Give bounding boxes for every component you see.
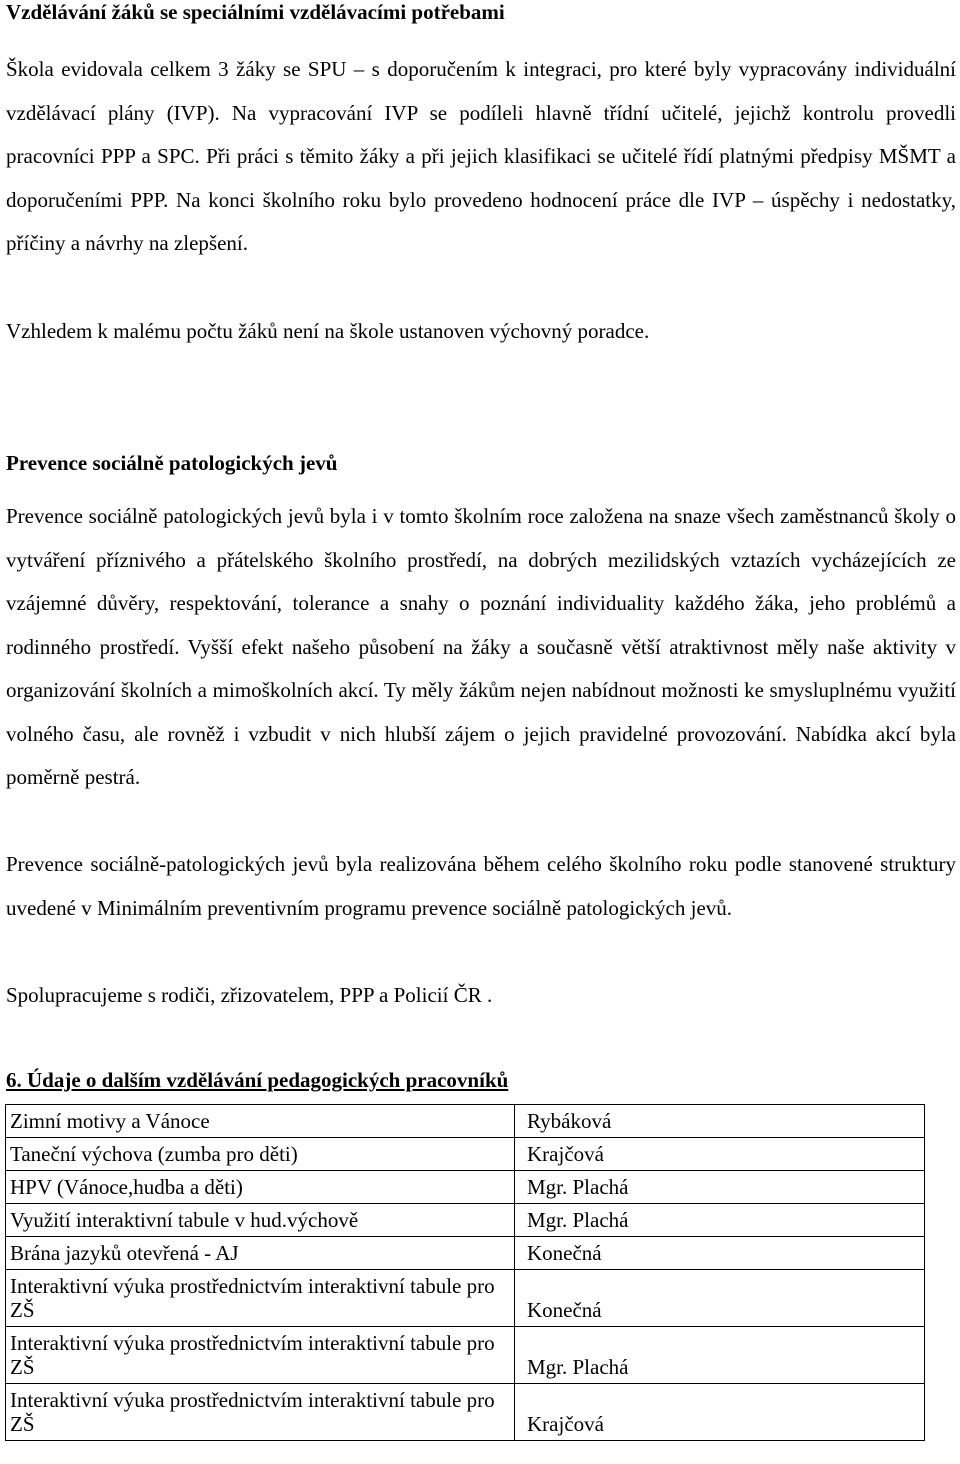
teacher-name: Konečná <box>515 1270 925 1327</box>
table-row <box>6 1105 925 1138</box>
course-name: Zimní motivy a Vánoce <box>6 1105 515 1138</box>
course-name: Brána jazyků otevřená - AJ <box>6 1237 515 1270</box>
paragraph-prevention-program: Prevence sociálně-patologických jevů byla realizována během celého školního roku podle stanovené struktury uvedené v Minimálním preventivním programu prevence sociálně patologických jevů. <box>6 852 956 920</box>
paragraph-prevention-main: Prevence sociálně patologických jevů byla i v tomto školním roce založena na snaze všech zaměstnanců školy o vytváření příznivého a přátelského školního prostředí, na dobrých mezilidských vztazích vycházejících ze vzájemné důvěry, respektování, tolerance a snahy o poznání individuality každého žáka, jeho problémů a rodinného prostředí. Vyšší efekt našeho působení na žáky a současně větší atraktivnost měly naše aktivity v organizování školních a mimoškolních akcí. Ty měly žákům nejen nabídnout možnosti ke smysluplnému využití volného času, ale rovněž i vzbudit v nich hlubší zájem o jejich pravidelné provozování. Nabídka akcí byla poměrně pestrá. <box>6 504 956 789</box>
teacher-name: Mgr. Plachá <box>515 1171 925 1204</box>
heading-special-needs: Vzdělávání žáků se speciálními vzdělávacími potřebami <box>6 0 505 24</box>
paragraph-counselor: Vzhledem k malému počtu žáků není na škole ustanoven výchovný poradce. <box>6 319 650 343</box>
teacher-name: Konečná <box>515 1237 925 1270</box>
course-name: Taneční výchova (zumba pro děti) <box>6 1138 515 1171</box>
table-row <box>6 1138 925 1171</box>
teacher-name: Mgr. Plachá <box>515 1204 925 1237</box>
heading-teacher-training: 6. Údaje o dalším vzdělávání pedagogických pracovníků <box>6 1068 509 1092</box>
course-name: Interaktivní výuka prostřednictvím interaktivní tabule pro ZŠ <box>6 1327 515 1384</box>
table-row <box>6 1204 925 1237</box>
table-row <box>6 1237 925 1270</box>
teacher-name: Rybáková <box>515 1105 925 1138</box>
teacher-name: Krajčová <box>515 1384 925 1441</box>
teacher-name: Krajčová <box>515 1138 925 1171</box>
training-table <box>5 1104 925 1441</box>
paragraph-cooperation: Spolupracujeme s rodiči, zřizovatelem, PPP a Policií ČR . <box>6 983 493 1007</box>
table-row <box>6 1384 925 1441</box>
course-name: Interaktivní výuka prostřednictvím interaktivní tabule pro ZŠ <box>6 1384 515 1441</box>
course-name: HPV (Vánoce,hudba a děti) <box>6 1171 515 1204</box>
table-row <box>6 1270 925 1327</box>
course-name: Interaktivní výuka prostřednictvím interaktivní tabule pro ZŠ <box>6 1270 515 1327</box>
table-row <box>6 1171 925 1204</box>
paragraph-special-needs-iep: Škola evidovala celkem 3 žáky se SPU – s doporučením k integraci, pro které byly vypracovány individuální vzdělávací plány (IVP). Na vypracování IVP se podíleli hlavně třídní učitelé, jejichž kontrolu provedli pracovníci PPP a SPC. Při práci s těmito žáky a při jejich klasifikaci se učitelé řídí platnými předpisy MŠMT a doporučeními PPP. Na konci školního roku bylo provedeno hodnocení práce dle IVP – úspěchy i nedostatky, příčiny a návrhy na zlepšení. <box>6 57 956 255</box>
table-row <box>6 1327 925 1384</box>
course-name: Využití interaktivní tabule v hud.výchově <box>6 1204 515 1237</box>
teacher-name: Mgr. Plachá <box>515 1327 925 1384</box>
heading-prevention: Prevence sociálně patologických jevů <box>6 451 338 475</box>
